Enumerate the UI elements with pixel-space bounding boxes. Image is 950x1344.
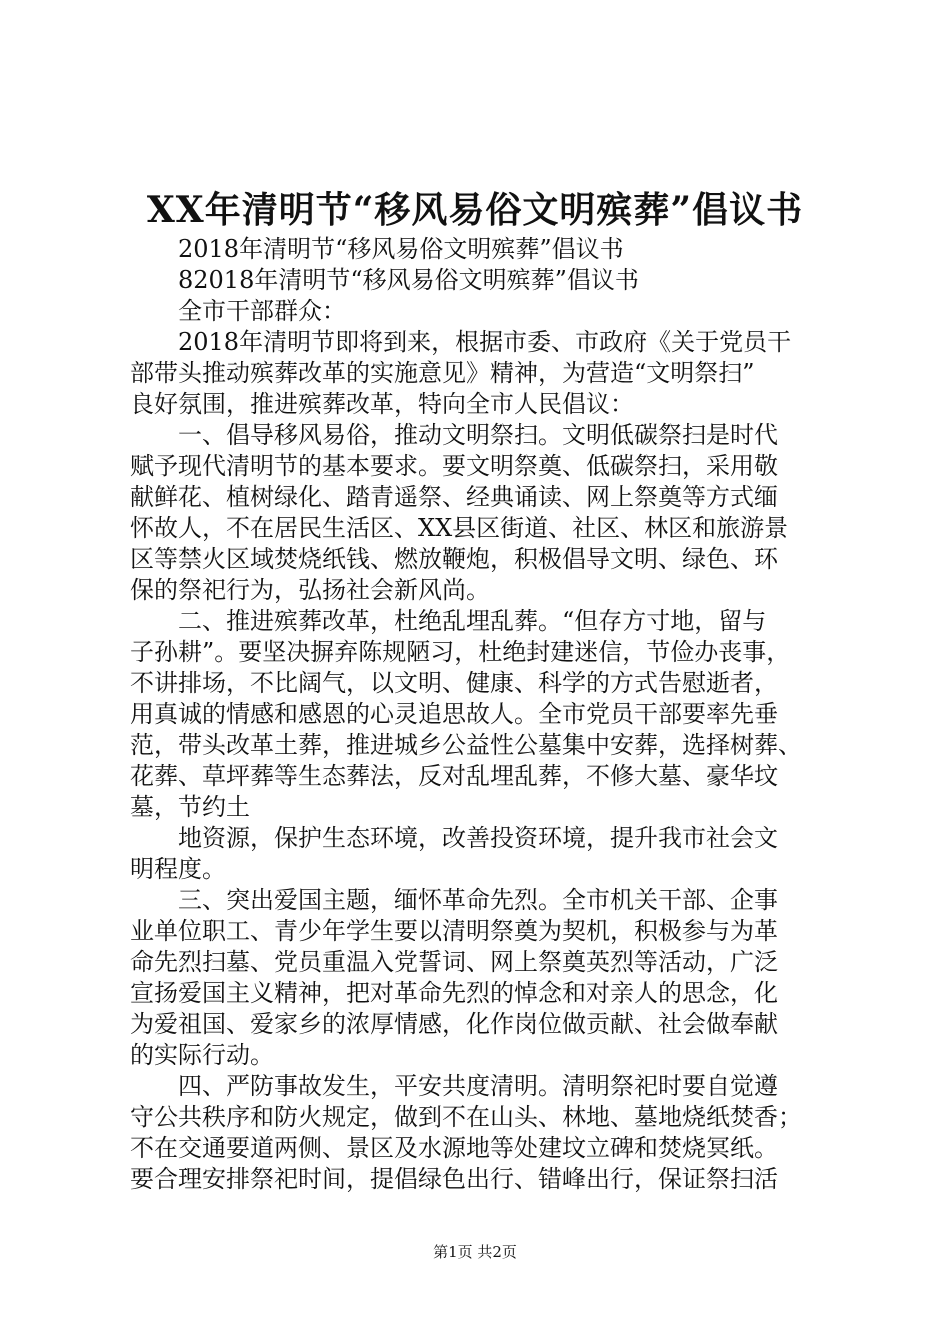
text-line: 怀故人，不在居民生活区、XX县区街道、社区、林区和旅游景 (130, 514, 789, 542)
text-line: 不在交通要道两侧、景区及水源地等处建坟立碑和焚烧冥纸。 (130, 1134, 778, 1162)
text-line: 2018年清明节即将到来，根据市委、市政府《关于党员干 (178, 328, 792, 356)
text-line: 保的祭祀行为，弘扬社会新风尚。 (130, 576, 490, 604)
text-line: 区等禁火区域焚烧纸钱、燃放鞭炮，积极倡导文明、绿色、环 (130, 545, 778, 573)
text-line: 三、突出爱国主题，缅怀革命先烈。全市机关干部、企事 (178, 886, 778, 914)
text-line: 献鲜花、植树绿化、踏青遥祭、经典诵读、网上祭奠等方式缅 (130, 483, 778, 511)
text-line: 范，带头改革土葬，推进城乡公益性公墓集中安葬，选择树葬、 (130, 731, 802, 759)
text-line: 部带头推动殡葬改革的实施意见》精神，为营造“文明祭扫” (130, 359, 755, 387)
text-line: 用真诚的情感和感恩的心灵追思故人。全市党员干部要率先垂 (130, 700, 778, 728)
text-line: 明程度。 (130, 855, 226, 883)
text-line: 花葬、草坪葬等生态葬法，反对乱埋乱葬，不修大墓、豪华坟 (130, 762, 778, 790)
text-line: 二、推进殡葬改革，杜绝乱埋乱葬。“但存方寸地，留与 (178, 607, 767, 635)
text-line: 守公共秩序和防火规定，做到不在山头、林地、墓地烧纸焚香； (130, 1103, 802, 1131)
text-line: 子孙耕”。要坚决摒弃陈规陋习，杜绝封建迷信，节俭办丧事， (130, 638, 791, 666)
text-line: 要合理安排祭祀时间，提倡绿色出行、错峰出行，保证祭扫活 (130, 1165, 778, 1193)
text-line: 地资源，保护生态环境，改善投资环境，提升我市社会文 (178, 824, 778, 852)
text-line: 一、倡导移风易俗，推动文明祭扫。文明低碳祭扫是时代 (178, 421, 778, 449)
text-line: 2018年清明节“移风易俗文明殡葬”倡议书 (178, 235, 624, 263)
text-line: 业单位职工、青少年学生要以清明祭奠为契机，积极参与为革 (130, 917, 778, 945)
text-line: 的实际行动。 (130, 1041, 274, 1069)
text-line: 宣扬爱国主义精神，把对革命先烈的悼念和对亲人的思念，化 (130, 979, 778, 1007)
text-line: 赋予现代清明节的基本要求。要文明祭奠、低碳祭扫，采用敬 (130, 452, 778, 480)
text-line: 全市干部群众： (178, 297, 346, 325)
text-line: 良好氛围，推进殡葬改革，特向全市人民倡议： (130, 390, 634, 418)
text-line: 四、严防事故发生，平安共度清明。清明祭祀时要自觉遵 (178, 1072, 778, 1100)
text-line: 命先烈扫墓、党员重温入党誓词、网上祭奠英烈等活动，广泛 (130, 948, 778, 976)
document-title: XX年清明节“移风易俗文明殡葬”倡议书 (146, 189, 804, 231)
text-line: 墓，节约土 (130, 793, 250, 821)
page-footer: 第1页 共2页 (433, 1243, 517, 1261)
text-line: 为爱祖国、爱家乡的浓厚情感，化作岗位做贡献、社会做奉献 (130, 1010, 778, 1038)
text-line: 82018年清明节“移风易俗文明殡葬”倡议书 (178, 266, 639, 294)
document-body (130, 234, 830, 1195)
text-line: 不讲排场，不比阔气，以文明、健康、科学的方式告慰逝者， (130, 669, 778, 697)
